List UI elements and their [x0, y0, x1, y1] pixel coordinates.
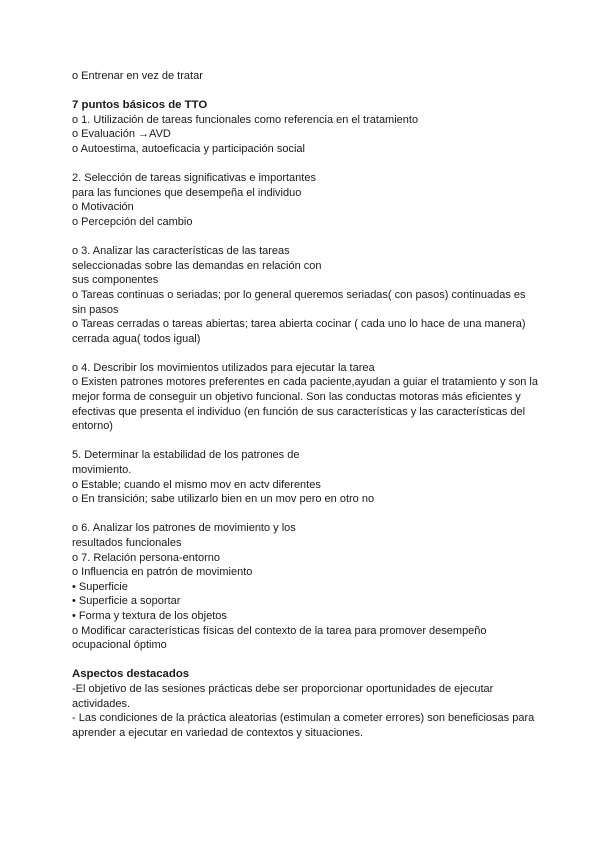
text-paragraph-tareas-continuas: o Tareas continuas o seriadas; por lo general queremos seriadas( con pasos) continuadas es sin pasos [72, 288, 526, 316]
text-line-percepcion: o Percepción del cambio [72, 215, 193, 228]
text-paragraph-objetivo-sesiones: -El objetivo de las sesiones prácticas debe ser proporcionar oportunidades de ejecutar actividades. [72, 682, 494, 710]
text-line-point-5: 5. Determinar la estabilidad de los patrones de [72, 449, 300, 462]
heading-puntos-basicos: 7 puntos básicos de TTO [72, 99, 208, 112]
text-line-point-6-cont: resultados funcionales [72, 537, 182, 549]
text-paragraph-tareas-cerradas: o Tareas cerradas o tareas abiertas; tarea abierta cocinar ( cada uno lo hace de una manera) cerrada agua( todos igual) [72, 318, 526, 345]
text-line-point-7: o 7. Relación persona-entorno [72, 551, 220, 564]
text-line-entrenar: o Entrenar en vez de tratar [72, 70, 203, 82]
text-paragraph-patrones-motores: o Existen patrones motores preferentes en cada paciente,ayudan a guiar el tratamiento y son la mejor forma de conseguir un objetivo funcional. Son las conductas motoras más eficientes y efectivas que presenta el individuo (en función de sus características y las características del entorno) [72, 376, 538, 433]
spacer [72, 653, 542, 668]
spacer [72, 346, 542, 361]
text-line-influencia: o Influencia en patrón de movimiento [72, 566, 253, 579]
text-line-point-3-cont: seleccionadas sobre las demandas en relación con [72, 259, 322, 272]
text-line-estable: o Estable; cuando el mismo mov en actv diferentes [72, 478, 321, 491]
text-line-transicion: o En transición; sabe utilizarlo bien en un mov pero en otro no [72, 493, 375, 506]
heading-aspectos-destacados: Aspectos destacados [72, 668, 190, 681]
spacer [72, 230, 542, 245]
spacer [72, 84, 542, 99]
bullet-superficie-soportar: • Superficie a soportar [72, 595, 181, 608]
text-line-point-4: o 4. Describir los movimientos utilizados para ejecutar la tarea [72, 361, 375, 374]
spacer [72, 507, 542, 522]
spacer [72, 157, 542, 172]
text-line-autoestima: o Autoestima, autoeficacia y participación social [72, 142, 305, 155]
text-line-point-3: o 3. Analizar las características de las tareas [72, 245, 290, 258]
text-paragraph-condiciones-practica: - Las condiciones de la práctica aleatorias (estimulan a cometer errores) son beneficiosas para aprender a ejecutar en variedad de contextos y situaciones. [72, 712, 535, 739]
text-line-point-5-cont: movimiento. [72, 464, 132, 477]
bullet-superficie: • Superficie [72, 580, 128, 593]
document-page [72, 69, 542, 740]
text-line-point-3-cont2: sus componentes [72, 274, 159, 287]
text-line-point-2: 2. Selección de tareas significativas e importantes [72, 172, 316, 185]
text-line-motivacion: o Motivación [72, 201, 134, 214]
bullet-forma-textura: • Forma y textura de los objetos [72, 609, 227, 622]
spacer [72, 434, 542, 449]
text-line-point-2-cont: para las funciones que desempeña el individuo [72, 186, 302, 199]
text-paragraph-modificar: o Modificar características físicas del contexto de la tarea para promover desempeño ocupacional óptimo [72, 624, 487, 652]
text-line-point-6: o 6. Analizar los patrones de movimiento y los [72, 522, 296, 535]
text-line-point-1: o 1. Utilización de tareas funcionales como referencia en el tratamiento [72, 113, 419, 126]
text-line-evaluacion: o Evaluación →AVD [72, 128, 171, 141]
